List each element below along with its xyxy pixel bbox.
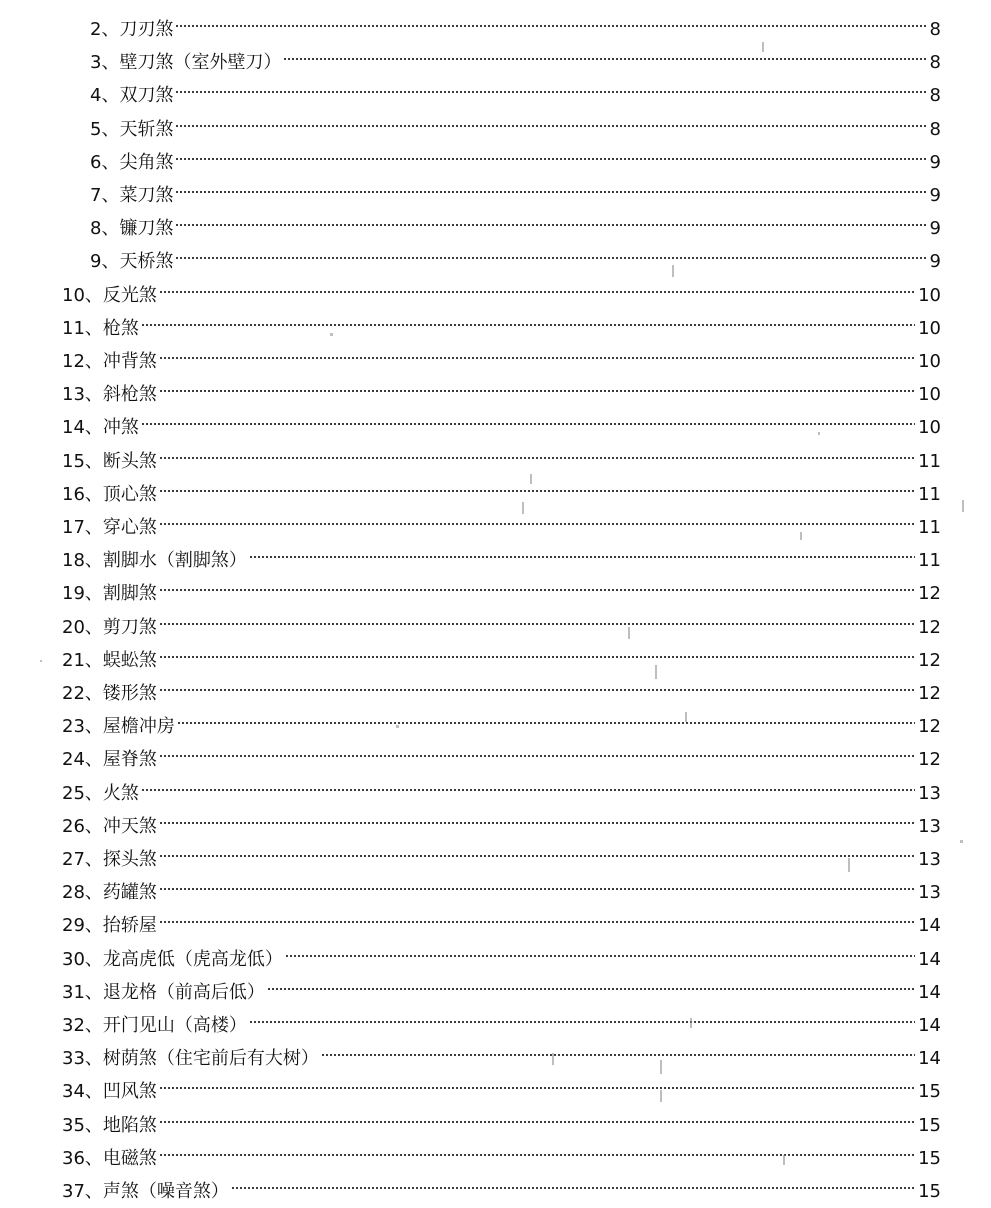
toc-entry-title: 屋脊煞 — [102, 749, 157, 771]
scan-speck — [522, 502, 524, 514]
dot-leader — [319, 1031, 917, 1064]
toc-entry[interactable] — [62, 633, 941, 671]
scan-speck — [672, 265, 674, 277]
toc-entry-title: 壁刀煞（室外壁刀） — [119, 52, 282, 74]
toc-entry[interactable] — [90, 68, 941, 107]
toc-entry[interactable] — [90, 201, 941, 240]
toc-entry[interactable] — [62, 1131, 941, 1169]
toc-entry-page-number: 9 — [929, 185, 941, 206]
toc-entry-title: 退龙格（前高后低） — [102, 981, 265, 1003]
toc-entry-number: 13、 — [62, 384, 103, 406]
scan-speck — [396, 725, 399, 728]
toc-entry[interactable] — [62, 1064, 941, 1103]
toc-entry[interactable] — [90, 102, 941, 140]
toc-entry-number: 9、 — [90, 251, 120, 273]
toc-entry-number: 28、 — [62, 882, 103, 904]
toc-entry-title: 声煞（噪音煞） — [102, 1181, 229, 1202]
toc-entry-page-number: 14 — [918, 1048, 941, 1070]
toc-entry-title: 龙高虎低（虎高龙低） — [102, 948, 283, 970]
scan-speck — [762, 42, 764, 52]
toc-entry-page-number: 10 — [918, 317, 941, 339]
dot-leader — [173, 135, 928, 168]
dot-leader — [157, 334, 917, 367]
toc-entry-number: 31、 — [62, 981, 103, 1003]
toc-entry[interactable] — [62, 334, 941, 372]
toc-entry-page-number: 10 — [918, 351, 941, 372]
toc-entry-title: 断头煞 — [102, 450, 157, 472]
toc-entry[interactable] — [62, 400, 941, 439]
toc-entry-number: 20、 — [62, 616, 103, 638]
scan-speck — [530, 474, 532, 484]
toc-entry-number: 25、 — [62, 782, 103, 804]
toc-entry-title: 火煞 — [102, 782, 139, 804]
toc-entry-number: 7、 — [90, 185, 120, 206]
toc-entry-title: 蜈蚣煞 — [102, 649, 157, 671]
toc-entry[interactable] — [62, 533, 941, 572]
toc-entry-page-number: 9 — [929, 151, 941, 173]
toc-entry-number: 6、 — [90, 151, 120, 173]
dot-leader — [157, 600, 917, 633]
dot-leader — [173, 201, 928, 234]
toc-entry-page-number: 12 — [918, 616, 941, 638]
dot-leader — [283, 932, 917, 965]
scan-speck — [552, 1053, 554, 1065]
toc-entry-number: 37、 — [62, 1181, 103, 1202]
toc-entry-title: 刀刃煞 — [119, 19, 174, 40]
toc-entry-title: 斜枪煞 — [102, 384, 157, 406]
toc-entry-number: 21、 — [62, 649, 103, 671]
toc-entry[interactable] — [90, 135, 941, 173]
toc-entry-page-number: 14 — [918, 981, 941, 1003]
toc-entry-number: 26、 — [62, 815, 103, 837]
toc-entry-number: 12、 — [62, 351, 103, 372]
toc-entry-page-number: 15 — [918, 1114, 941, 1136]
toc-entry-page-number: 8 — [929, 85, 941, 107]
toc-entry-page-number: 12 — [918, 716, 941, 738]
toc-entry-number: 11、 — [62, 317, 103, 339]
toc-entry-title: 割脚水（割脚煞） — [102, 550, 247, 572]
dot-leader — [157, 799, 917, 832]
toc-entry[interactable] — [62, 566, 941, 605]
dot-leader — [173, 234, 928, 267]
toc-entry[interactable] — [90, 234, 941, 273]
dot-leader — [157, 633, 917, 666]
toc-entry-page-number: 11 — [918, 550, 941, 572]
toc-entry[interactable] — [90, 2, 941, 40]
toc-entry-title: 冲背煞 — [102, 351, 157, 372]
toc-entry-page-number: 10 — [918, 417, 941, 439]
toc-entry[interactable] — [62, 301, 941, 339]
toc-entry-number: 14、 — [62, 417, 103, 439]
toc-entry-number: 3、 — [90, 52, 120, 74]
toc-entry-page-number: 12 — [918, 583, 941, 605]
toc-entry[interactable] — [62, 666, 941, 704]
dot-leader — [247, 998, 917, 1031]
dot-leader — [173, 2, 928, 35]
dot-leader — [157, 1131, 917, 1164]
toc-entry-number: 17、 — [62, 517, 103, 538]
toc-entry-title: 剪刀煞 — [102, 616, 157, 638]
scan-speck — [848, 858, 850, 872]
toc-entry[interactable] — [62, 367, 941, 406]
toc-entry-page-number: 13 — [918, 849, 941, 870]
toc-entry[interactable] — [62, 865, 941, 904]
toc-entry-title: 冲煞 — [102, 417, 139, 439]
toc-entry-title: 天桥煞 — [119, 251, 174, 273]
toc-entry-page-number: 15 — [918, 1147, 941, 1169]
toc-entry-title: 药罐煞 — [102, 882, 157, 904]
toc-entry-page-number: 15 — [918, 1181, 941, 1202]
toc-entry-page-number: 15 — [918, 1081, 941, 1103]
scan-speck — [655, 665, 657, 679]
toc-entry-title: 地陷煞 — [102, 1114, 157, 1136]
toc-entry-page-number: 13 — [918, 782, 941, 804]
dot-leader — [157, 832, 917, 865]
toc-entry-number: 5、 — [90, 118, 120, 140]
toc-entry[interactable] — [62, 268, 941, 306]
toc-entry-title: 抬轿屋 — [102, 915, 157, 937]
toc-entry-page-number: 13 — [918, 815, 941, 837]
toc-entry-page-number: 10 — [918, 384, 941, 406]
dot-leader — [229, 1164, 917, 1197]
dot-leader — [265, 965, 917, 998]
toc-entry[interactable] — [62, 500, 941, 538]
toc-entry-title: 尖角煞 — [119, 151, 174, 173]
toc-entry-page-number: 14 — [918, 1015, 941, 1036]
toc-entry-number: 8、 — [90, 218, 120, 240]
scan-speck — [628, 627, 630, 639]
toc-entry[interactable] — [62, 1164, 941, 1202]
toc-entry-page-number: 12 — [918, 683, 941, 704]
dot-leader — [157, 500, 917, 533]
toc-entry[interactable] — [62, 832, 941, 870]
toc-entry-page-number: 11 — [918, 483, 941, 505]
toc-entry-title: 反光煞 — [102, 284, 157, 306]
scan-speck — [660, 1090, 662, 1102]
scan-speck — [685, 712, 687, 722]
toc-entry-title: 凹风煞 — [102, 1081, 157, 1103]
toc-entry-number: 15、 — [62, 450, 103, 472]
dot-leader — [173, 168, 928, 201]
dot-leader — [173, 68, 928, 101]
toc-entry-number: 16、 — [62, 483, 103, 505]
toc-entry-title: 屋檐冲房 — [102, 716, 175, 738]
toc-entry-number: 35、 — [62, 1114, 103, 1136]
toc-entry-page-number: 11 — [918, 517, 941, 538]
toc-entry-page-number: 13 — [918, 882, 941, 904]
scan-speck — [690, 1018, 692, 1028]
toc-entry-number: 23、 — [62, 716, 103, 738]
toc-entry[interactable] — [90, 168, 941, 206]
scan-speck — [40, 660, 42, 662]
toc-entry-title: 天斩煞 — [119, 118, 174, 140]
toc-entry-title: 双刀煞 — [119, 85, 174, 107]
toc-entry-title: 割脚煞 — [102, 583, 157, 605]
toc-entry-number: 29、 — [62, 915, 103, 937]
scan-speck — [330, 333, 333, 336]
toc-entry-page-number: 10 — [918, 284, 941, 306]
dot-leader — [157, 367, 917, 400]
toc-entry-page-number: 8 — [929, 52, 941, 74]
toc-entry-title: 枪煞 — [102, 317, 139, 339]
toc-entry-number: 19、 — [62, 583, 103, 605]
toc-entry-page-number: 8 — [929, 19, 941, 40]
dot-leader — [157, 1098, 917, 1131]
toc-entry-number: 10、 — [62, 284, 103, 306]
dot-leader — [157, 865, 917, 898]
scan-speck — [660, 1060, 662, 1074]
toc-entry-title: 镰刀煞 — [119, 218, 174, 240]
dot-leader — [139, 301, 917, 334]
toc-entry-title: 顶心煞 — [102, 483, 157, 505]
toc-entry-page-number: 14 — [918, 948, 941, 970]
dot-leader — [175, 699, 917, 732]
toc-entry[interactable] — [62, 434, 941, 472]
scan-speck — [962, 500, 964, 512]
toc-entry[interactable] — [62, 467, 941, 505]
toc-entry-title: 开门见山（高楼） — [102, 1015, 247, 1036]
toc-entry-page-number: 12 — [918, 649, 941, 671]
toc-entry[interactable] — [62, 1098, 941, 1136]
dot-leader — [173, 102, 928, 135]
toc-entry-title: 镂形煞 — [102, 683, 157, 704]
dot-leader — [157, 566, 917, 599]
toc-entry[interactable] — [62, 732, 941, 771]
scan-speck — [800, 532, 802, 540]
toc-entry-number: 27、 — [62, 849, 103, 870]
toc-entry-page-number: 14 — [918, 915, 941, 937]
scan-speck — [783, 1155, 785, 1165]
toc-entry-title: 电磁煞 — [102, 1147, 157, 1169]
toc-entry-title: 冲天煞 — [102, 815, 157, 837]
dot-leader — [157, 268, 917, 301]
dot-leader — [139, 400, 917, 433]
dot-leader — [157, 467, 917, 500]
toc-entry[interactable] — [62, 998, 941, 1036]
toc-entry-number: 34、 — [62, 1081, 103, 1103]
toc-entry[interactable] — [90, 35, 941, 74]
toc-entry-title: 穿心煞 — [102, 517, 157, 538]
toc-entry[interactable] — [62, 766, 941, 804]
scan-speck — [818, 432, 820, 435]
dot-leader — [247, 533, 917, 566]
toc-entry[interactable] — [62, 799, 941, 837]
dot-leader — [157, 898, 917, 931]
toc-entry-number: 24、 — [62, 749, 103, 771]
scan-speck — [960, 840, 963, 843]
toc-entry-number: 22、 — [62, 683, 103, 704]
toc-entry[interactable] — [62, 1031, 941, 1070]
toc-entry-title: 树荫煞（住宅前后有大树） — [102, 1048, 319, 1070]
toc-entry-page-number: 9 — [929, 218, 941, 240]
toc-entry-number: 36、 — [62, 1147, 103, 1169]
toc-entry[interactable] — [62, 600, 941, 638]
toc-entry-page-number: 12 — [918, 749, 941, 771]
dot-leader — [281, 35, 928, 68]
toc-entry-number: 2、 — [90, 19, 120, 40]
toc-entry-number: 32、 — [62, 1015, 103, 1036]
toc-entry-title: 探头煞 — [102, 849, 157, 870]
toc-entry-page-number: 9 — [929, 251, 941, 273]
toc-entry[interactable] — [62, 898, 941, 937]
toc-entry-page-number: 11 — [918, 450, 941, 472]
toc-entry[interactable] — [62, 932, 941, 970]
toc-entry-page-number: 8 — [929, 118, 941, 140]
toc-entry-number: 18、 — [62, 550, 103, 572]
dot-leader — [157, 434, 917, 467]
toc-entry-title: 菜刀煞 — [119, 185, 174, 206]
toc-entry-number: 33、 — [62, 1048, 103, 1070]
dot-leader — [157, 1064, 917, 1097]
toc-entry[interactable] — [62, 965, 941, 1003]
toc-entry[interactable] — [62, 699, 941, 738]
toc-entry-number: 30、 — [62, 948, 103, 970]
toc-entry-number: 4、 — [90, 85, 120, 107]
dot-leader — [157, 666, 917, 699]
dot-leader — [157, 732, 917, 765]
dot-leader — [139, 766, 917, 799]
